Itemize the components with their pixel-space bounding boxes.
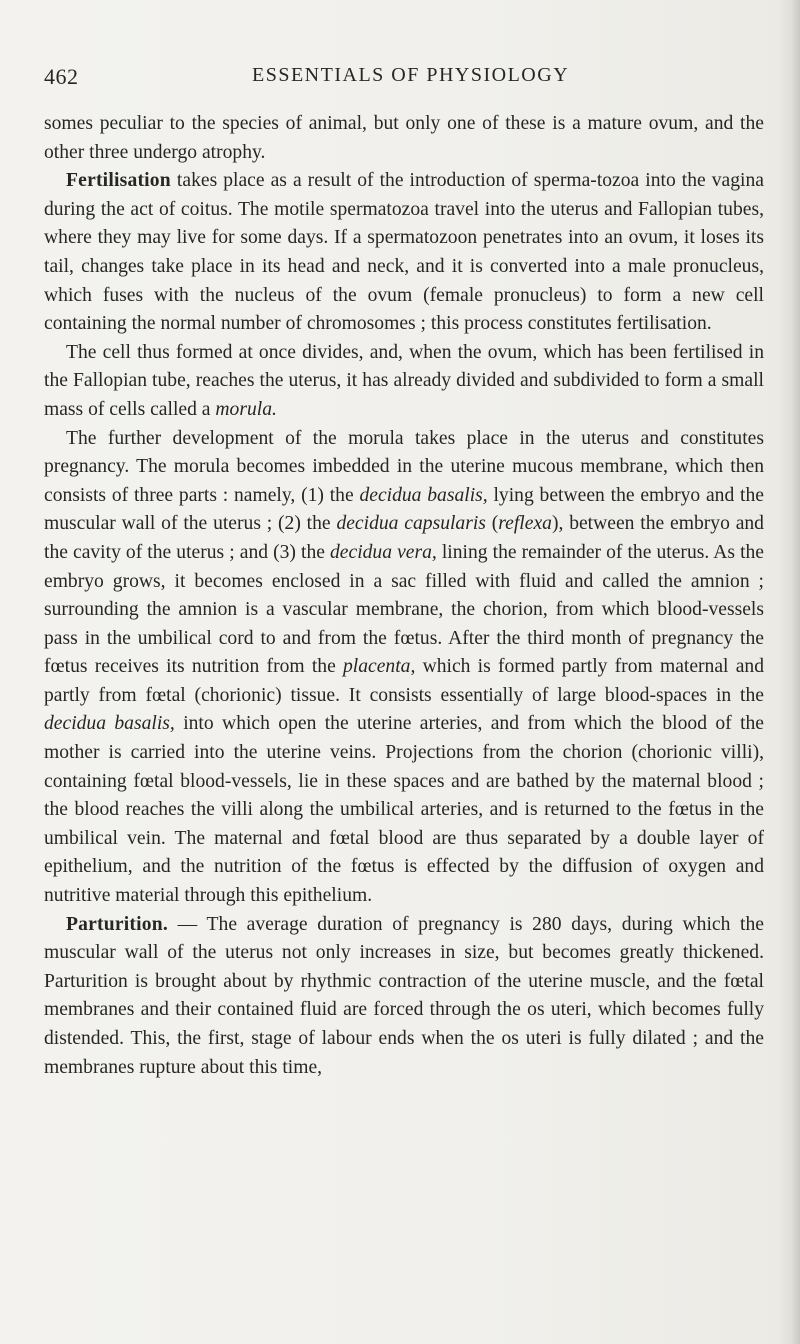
running-title: ESSENTIALS OF PHYSIOLOGY	[252, 64, 570, 86]
page-number: 462	[44, 64, 79, 89]
paragraph-text: (	[485, 513, 499, 535]
term-placenta: placenta,	[343, 656, 416, 678]
paragraph-text: The further development of the morula takes place in the uterus and constitutes pregnancy. The morula becomes imbedded in the uterine mucous membrane, which then consists of three parts : namely, (1) the	[44, 427, 764, 506]
term-decidua-vera: decidua vera,	[330, 541, 437, 563]
paragraph-text: The cell thus formed at once divides, and, when the ovum, which has been fertilised in the Fallopian tube, reaches the uterus, it has already divided and subdivided to form a small mass of cells called a	[44, 341, 764, 420]
term-decidua-capsularis: decidua capsularis	[336, 513, 486, 535]
paragraph-text: somes peculiar to the species of animal, but only one of these is a mature ovum, and the other three undergo atrophy.	[44, 113, 764, 163]
paragraph-text: into which open the uterine arteries, and from which the blood of the mother is carried into the uterine veins. Projections from the chorion (chorionic villi), containing fœtal blood-vessels, lie in these spaces and are bathed by the maternal blood ; the blood reaches the villi along the umbilical arteries, and is returned to the fœtus in the umbilical vein. The maternal and fœtal blood are thus separated by a double layer of epithelium, and the nutrition of the fœtus is effected by the diffusion of oxygen and nutritive material through this epithelium.	[44, 713, 765, 907]
term-morula: morula.	[215, 398, 277, 420]
page-edge-shadow	[778, 0, 800, 1344]
term-reflexa: reflexa	[498, 513, 552, 535]
paragraph-pregnancy	[44, 425, 764, 911]
running-head	[44, 64, 764, 94]
term-decidua-basalis-2: decidua basalis,	[44, 713, 175, 735]
body-text	[44, 110, 764, 1082]
paragraph-text: lining the remainder of the uterus. As the embryo grows, it becomes enclosed in a sac filled with fluid and called the amnion ; surrounding the amnion is a vascular membrane, the chorion, from which blood-vessels pass in the umbilical cord to and from the fœtus. After the third month of pregnancy the fœtus receives its nutrition from the	[44, 541, 765, 678]
paragraph-fertilisation	[44, 167, 764, 339]
paragraph-text: which is formed partly from maternal and partly from fœtal (chorionic) tissue. It consists essentially of large blood-spaces in the	[44, 656, 764, 706]
paragraph-text: — The average duration of pregnancy is 280 days, during which the muscular wall of the uterus not only increases in size, but becomes greatly thickened. Parturition is brought about by rhythmic contraction of the uterine muscle, and the fœtal membranes and their contained fluid are forced through the os uteri, which becomes fully distended. This, the first, stage of labour ends when the os uteri is fully dilated ; and the membranes rupture about this time,	[44, 913, 764, 1078]
term-decidua-basalis: decidua basalis,	[359, 484, 488, 506]
paragraph-text: lying between the embryo and the muscular wall of the uterus ; (2) the	[44, 484, 764, 535]
paragraph-cell-division	[44, 339, 764, 425]
paragraph-continuation	[44, 110, 764, 167]
paragraph-parturition	[44, 911, 764, 1083]
section-heading-parturition: Parturition.	[66, 913, 168, 935]
paragraph-text: takes place as a result of the introduction of sperma-tozoa into the vagina during the act of coitus. The motile spermatozoa travel into the uterus and Fallopian tubes, where they may live for some days. If a spermatozoon penetrates into an ovum, it loses its tail, changes take place in its head and neck, and it is converted into a male pronucleus, which fuses with the nucleus of the ovum (female pronucleus) to form a new cell containing the normal number of chromosomes ; this process constitutes fertilisation.	[44, 170, 764, 335]
paragraph-text: ), between the embryo and the cavity of the uterus ; and (3) the	[44, 513, 764, 563]
section-heading-fertilisation: Fertilisation	[66, 170, 171, 192]
